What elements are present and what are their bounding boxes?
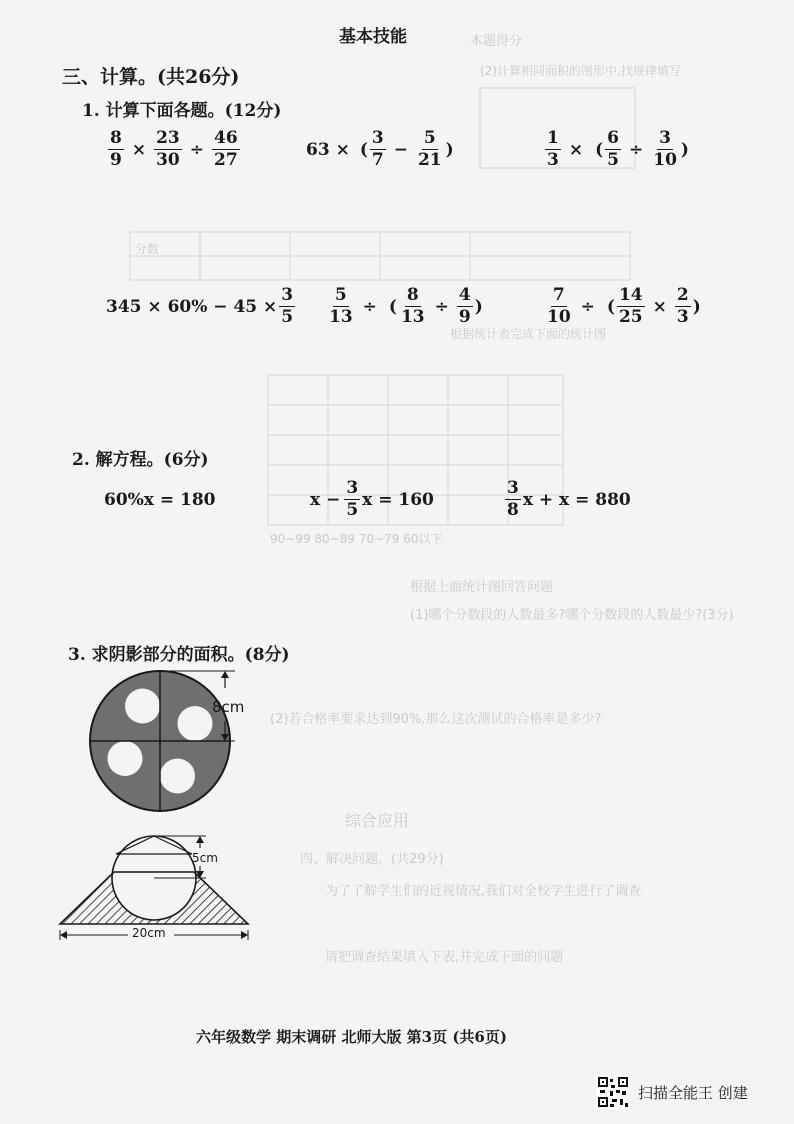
bleed-text-4: 根据统计表完成下面的统计图 xyxy=(450,327,607,341)
section-title: 三、计算。(共26分) xyxy=(62,66,240,88)
expression-lead: x − xyxy=(310,489,341,510)
bleed-text-8: (2)若合格率要求达到90%,那么这次测试的合格率是多少? xyxy=(270,712,602,727)
fraction xyxy=(416,130,444,169)
operator: × xyxy=(652,296,667,317)
page-footer: 六年级数学 期末调研 北师大版 第3页 (共6页) xyxy=(196,1028,507,1046)
denominator: 25 xyxy=(618,307,643,327)
figure-circle-pinwheel xyxy=(85,666,265,816)
fraction xyxy=(327,287,355,326)
bleed-text-3: 分数 xyxy=(135,242,160,256)
numerator: 7 xyxy=(552,285,565,305)
page-header-title: 基本技能 xyxy=(339,27,407,47)
numerator: 3 xyxy=(659,128,671,148)
bleed-text-11: 为了了解学生们的近视情况,我们对全校学生进行了调查 xyxy=(325,884,642,899)
fraction xyxy=(279,287,295,326)
operator: ÷ xyxy=(580,296,595,317)
bleed-text-7: (1)哪个分数段的人数最多?哪个分数段的人数最少?(3分) xyxy=(410,608,734,623)
denominator: 8 xyxy=(507,500,519,520)
paren-open: ( xyxy=(359,139,368,160)
bleed-text-12: 请把调查结果填入下表,并完成下面的问题 xyxy=(325,950,564,965)
paren-close: ) xyxy=(692,296,701,317)
operator: ÷ xyxy=(362,296,377,317)
fraction xyxy=(108,130,124,169)
fraction xyxy=(370,130,386,169)
q2-equation-1 xyxy=(104,490,216,510)
bleed-text-9: 综合应用 xyxy=(345,811,410,830)
numerator: 14 xyxy=(618,285,643,305)
operator: − xyxy=(393,139,408,160)
denominator: 3 xyxy=(547,150,559,170)
figure-2-base-label: 20cm xyxy=(132,926,166,940)
expression-lead: 63 × xyxy=(306,139,350,160)
numerator: 6 xyxy=(607,128,619,148)
fraction xyxy=(545,130,561,169)
numerator: 8 xyxy=(406,285,419,305)
numerator: 3 xyxy=(346,478,359,498)
denominator: 10 xyxy=(653,150,677,170)
numerator: 1 xyxy=(547,128,559,148)
equation-text: 60%x = 180 xyxy=(104,490,216,510)
numerator: 46 xyxy=(214,128,238,148)
operator: × xyxy=(131,139,147,160)
fraction xyxy=(154,130,182,169)
paren-open: ( xyxy=(606,296,615,317)
bleed-text-10: 四、解决问题。(共29分) xyxy=(300,852,444,867)
q1-expression-5 xyxy=(325,287,483,326)
figure-2-height-label: 5cm xyxy=(192,851,218,865)
bleed-text-2: (2)计算相同面积的图形中,找规律填写 xyxy=(480,64,681,78)
q2-equation-2 xyxy=(310,480,434,519)
bleed-text-5: 90~99 80~89 70~79 60以下 xyxy=(270,532,443,546)
numerator: 4 xyxy=(458,285,471,305)
bleed-text-6: 根据上面统计图回答问题 xyxy=(410,580,554,595)
denominator: 13 xyxy=(329,307,353,327)
operator: × xyxy=(568,139,584,160)
numerator: 8 xyxy=(110,128,122,148)
scanner-watermark-text: 扫描全能王 创建 xyxy=(638,1084,748,1102)
operator: ÷ xyxy=(434,296,449,317)
qr-code-icon xyxy=(596,1075,630,1109)
figure-1-dimension-label: 8cm xyxy=(212,698,245,716)
fraction xyxy=(399,287,427,326)
fraction xyxy=(651,130,679,169)
denominator: 9 xyxy=(458,307,471,327)
fraction xyxy=(617,287,645,326)
bleed-text-1: 本题得分 xyxy=(470,34,523,49)
denominator: 21 xyxy=(417,150,442,170)
denominator: 30 xyxy=(156,150,180,170)
expression-tail: x = 160 xyxy=(362,489,434,510)
denominator: 9 xyxy=(110,150,122,170)
question-2-title: 2. 解方程。(6分) xyxy=(72,450,209,470)
denominator: 5 xyxy=(346,500,359,520)
numerator: 23 xyxy=(156,128,180,148)
denominator: 5 xyxy=(607,150,619,170)
denominator: 7 xyxy=(371,150,384,170)
numerator: 2 xyxy=(676,285,689,305)
denominator: 5 xyxy=(281,307,294,327)
paren-open: ( xyxy=(388,296,397,317)
fraction xyxy=(545,287,573,326)
fraction xyxy=(212,130,240,169)
denominator: 13 xyxy=(400,307,425,327)
denominator: 27 xyxy=(214,150,238,170)
paren-close: ) xyxy=(680,139,689,160)
q1-expression-3 xyxy=(543,130,689,169)
operator: ÷ xyxy=(189,139,205,160)
fraction xyxy=(457,287,473,326)
paren-close: ) xyxy=(474,296,483,317)
numerator: 3 xyxy=(507,478,519,498)
question-1-title: 1. 计算下面各题。(12分) xyxy=(82,101,282,121)
fraction xyxy=(605,130,621,169)
fraction xyxy=(675,287,691,326)
denominator: 3 xyxy=(676,307,689,327)
expression-lead: 345 × 60% − 45 × xyxy=(106,296,278,317)
fraction xyxy=(344,480,360,519)
q1-expression-6 xyxy=(543,287,701,326)
numerator: 3 xyxy=(371,128,384,148)
q2-equation-3 xyxy=(503,480,631,519)
expression-tail: x + x = 880 xyxy=(522,489,631,510)
operator: ÷ xyxy=(628,139,644,160)
paren-close: ) xyxy=(445,139,454,160)
numerator: 5 xyxy=(423,128,436,148)
paren-open: ( xyxy=(595,139,604,160)
question-3-title: 3. 求阴影部分的面积。(8分) xyxy=(68,645,290,665)
q1-expression-4 xyxy=(106,287,297,326)
fraction xyxy=(505,480,521,519)
denominator: 10 xyxy=(547,307,571,327)
q1-expression-2 xyxy=(306,130,454,169)
numerator: 5 xyxy=(334,285,347,305)
numerator: 3 xyxy=(281,285,294,305)
q1-expression-1 xyxy=(106,130,242,169)
